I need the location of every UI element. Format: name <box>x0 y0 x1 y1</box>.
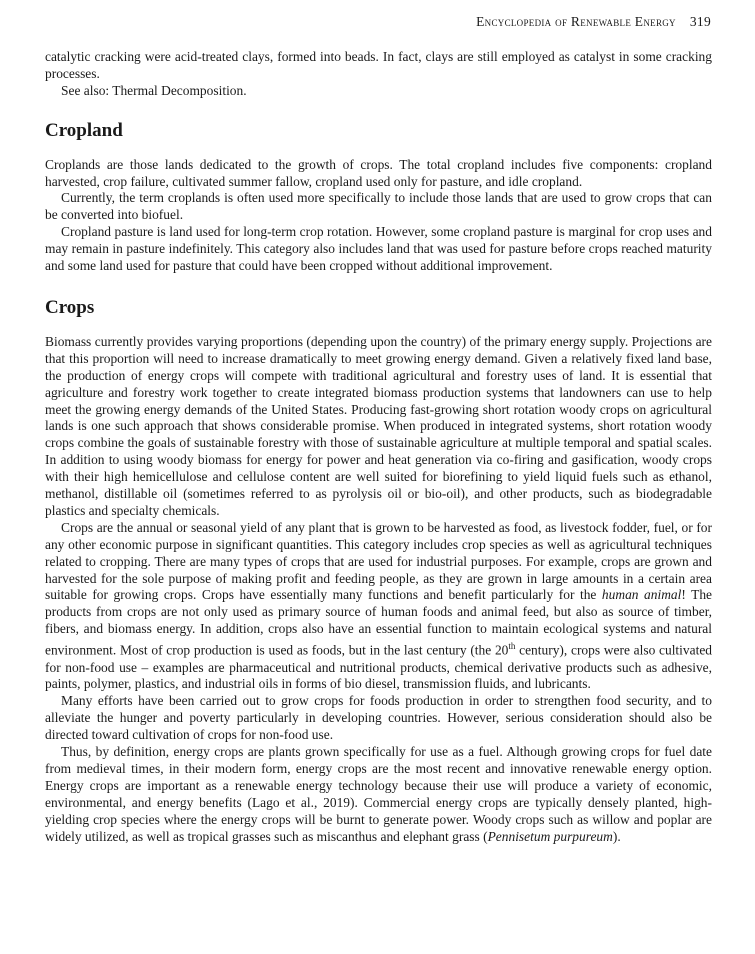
cropland-paragraph-2: Currently, the term croplands is often used more specifically to include those lands that are used to grow crops that can be converted into biofuel. <box>45 190 712 223</box>
crops-p4-text-b: ). <box>612 828 621 844</box>
crops-p2-text-c: century), crops were also cultivated for non-food use – examples are pharmaceutical and nutritional products, chemical derivative products such as adhesive, paints, polymer, plastics, and industrial oils in forms of bio diesel, transmission fluids, and lubricants. <box>45 642 712 692</box>
section-heading-crops: Crops <box>45 296 95 318</box>
crops-p2-text-b: ! The products from crops are not only used as primary source of human foods and animal feed, but also as source of timber, fibers, and biomass energy. In addition, crops also have an essential function to maintain ecological systems and natural environment. Most of crop production is used as foods, but in the last century (the 20 <box>45 587 713 658</box>
running-header-title: Encyclopedia of Renewable Energy <box>476 14 676 29</box>
section-heading-cropland: Cropland <box>45 119 123 141</box>
crops-paragraph-1: Biomass currently provides varying proportions (depending upon the country) of the primary energy supply. Projections are that this proportion will need to increase dramatically to meet growing energy demand. Given a relatively fixed land base, the production of energy crops will compete with traditional agricultural and forestry uses of land. It is essential that agriculture and forestry work together to create integrated biomass production systems that landowners can use to help meet the growing energy demands of the United States. Producing fast-growing short rotation woody crops on agricultural lands is one such approach that shows considerable promise. When produced in integrated systems, short rotation woody crops combine the goals of sustainable forestry with those of sustainable agriculture at multiple temporal and spatial scales. In addition to using woody biomass for energy for power and heat generation via co-firing and gasification, woody crops with their high hemicellulose and cellulose content are well suited for biorefining to yield liquid fuels such as ethanol, methanol, distillable oil (sometimes referred to as pyrolysis oil or bio-oil), and other products, such as biodegradable plastics and specialty chemicals. <box>45 333 712 518</box>
crops-paragraph-3: Many efforts have been carried out to grow crops for foods production in order to strengthen food security, and to alleviate the hunger and poverty particularly in developing countries. However, serious consideration should also be directed toward cultivation of crops for non-food use. <box>45 693 712 743</box>
running-header <box>476 14 711 30</box>
crops-p2-emphasis: human animal <box>601 587 682 603</box>
see-also-reference: See also: Thermal Decomposition. <box>61 82 247 98</box>
cropland-paragraph-1: Croplands are those lands dedicated to the growth of crops. The total cropland includes five components: cropland harvested, crop failure, cultivated summer fallow, cropland used only for pasture, and idle cropland. <box>45 156 712 189</box>
continuation-paragraph: catalytic cracking were acid-treated clays, formed into beads. In fact, clays are still employed as catalyst in some cracking processes. <box>45 49 712 81</box>
crops-p4-species-name: Pennisetum purpureum <box>487 828 613 844</box>
crops-p2-superscript: th <box>508 641 516 652</box>
crops-paragraph-2 <box>45 520 712 694</box>
crops-p4-text-a: Thus, by definition, energy crops are plants grown specifically for use as a fuel. Although growing crops for fuel date from medieval times, in their modern form, energy crops are the most recent and innovative renewable energy option. Energy crops are important as a renewable energy technology because their use will produce a variety of economic, environmental, and energy benefits (Lago et al., 2019). Commercial energy crops are typically densely planted, high-yielding crop species where the energy crops will be burnt to generate power. Woody crops such as willow and poplar are widely utilized, as well as tropical grasses such as miscanthus and elephant grass ( <box>45 744 712 844</box>
crops-p2-text-a: Crops are the annual or seasonal yield of any plant that is grown to be harvested as food, as livestock fodder, fuel, or for any other economic purpose in significant quantities. This category includes crop species as well as agricultural techniques related to cropping. There are many types of crops that are used for industrial purposes. For example, crops are grown and harvested for the sole purpose of making profit and feeding people, as they are grown in large amounts in a certain area suitable for growing crops. Crops have essentially many functions and benefit particularly for the <box>45 519 712 603</box>
crops-paragraph-4 <box>45 744 712 845</box>
page-number: 319 <box>689 14 711 29</box>
cropland-paragraph-3: Cropland pasture is land used for long-term crop rotation. However, some cropland pasture is marginal for crop uses and may remain in pasture indefinitely. This category also includes land that was used for pasture before crops reached maturity and some land used for pasture that could have been cropped without additional improvement. <box>45 224 712 274</box>
page-body <box>45 49 712 846</box>
